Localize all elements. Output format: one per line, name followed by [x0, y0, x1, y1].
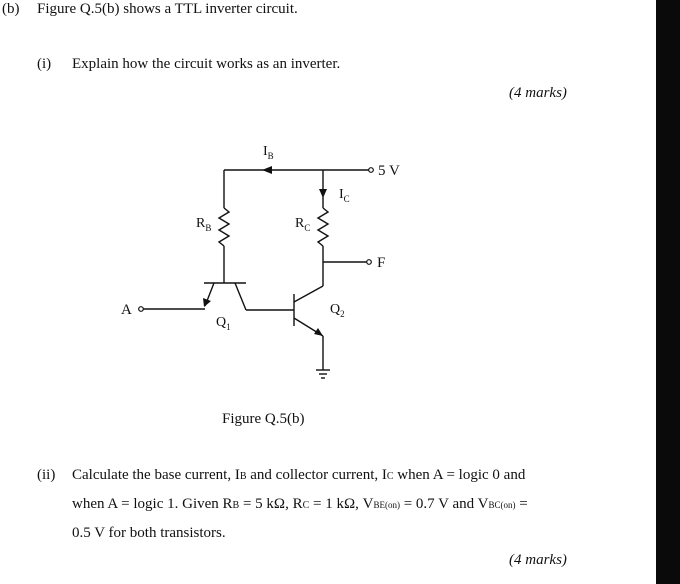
- rc-label: $R_C$: [295, 216, 311, 233]
- ground-icon: [316, 370, 330, 378]
- q1-label: $Q_1$: [216, 315, 231, 332]
- part-i-marks: (4 marks): [509, 85, 567, 101]
- ic-label: $I_C$: [339, 187, 350, 204]
- part-ii-marks: (4 marks): [509, 552, 567, 568]
- part-i-text: Explain how the circuit works as an inverter.: [72, 56, 341, 72]
- part-ii-line1: Calculate the base current, IB and collector current, IC when A = logic 0 and: [72, 467, 526, 483]
- part-b-text: Figure Q.5(b) shows a TTL inverter circuit.: [37, 1, 298, 17]
- ic-arrow: [319, 189, 327, 198]
- rb-resistor: [219, 208, 229, 246]
- ib-label: $I_B$: [263, 144, 274, 161]
- output-label: F: [377, 255, 386, 271]
- part-b-label: (b): [2, 1, 20, 17]
- input-terminal: [139, 307, 144, 312]
- part-ii-line3: 0.5 V for both transistors.: [72, 525, 226, 541]
- dark-edge: [656, 0, 680, 584]
- q2-emitter-arrowhead: [314, 328, 323, 336]
- part-ii-label: (ii): [37, 467, 56, 483]
- input-label: A: [121, 302, 132, 318]
- supply-label: 5 V: [378, 163, 400, 179]
- part-ii-line2: when A = logic 1. Given RB = 5 kΩ, RC = 1 kΩ, VBE(on) = 0.7 V and VBC(on) =: [72, 496, 528, 512]
- q1-collector: [235, 283, 246, 310]
- figure-caption: Figure Q.5(b): [222, 411, 305, 427]
- ib-arrow: [262, 166, 272, 174]
- supply-terminal: [369, 168, 374, 173]
- q2-label: $Q_2$: [330, 302, 345, 319]
- output-terminal: [367, 260, 372, 265]
- q2-collector: [294, 286, 323, 302]
- rb-label: $R_B$: [196, 216, 212, 233]
- part-i-label: (i): [37, 56, 52, 72]
- rc-resistor: [318, 208, 328, 246]
